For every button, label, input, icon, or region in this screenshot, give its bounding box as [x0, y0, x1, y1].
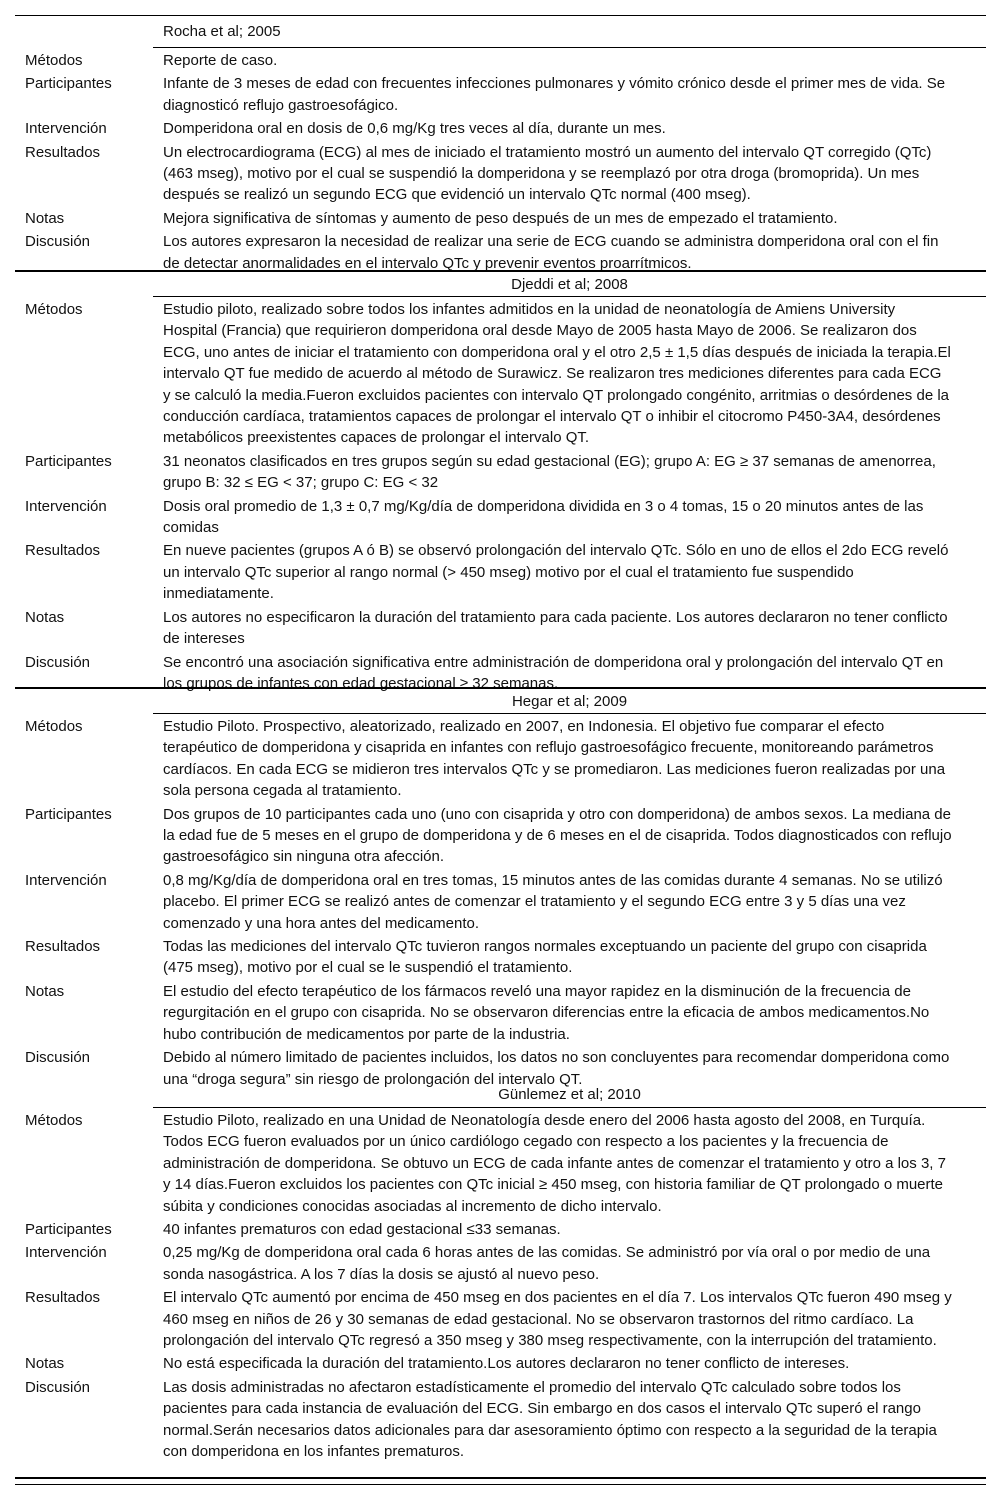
row-label: Notas [25, 982, 65, 1000]
row-text: Un electrocardiograma (ECG) al mes de iniciado el tratamiento mostró un aumento del intervalo QT corregido (QTc) (463 mseg), motivo por el cual se suspendió la domperidona y se reemplazó por otra droga (bromoprida). Un mes después se realizó un segundo ECG que evidenció un intervalo QTc normal (400 mseg). [163, 143, 932, 204]
row-label: Métodos [25, 301, 83, 318]
row-label: Intervención [25, 871, 107, 889]
table-row [15, 207, 986, 230]
table-row [15, 935, 986, 980]
row-text: Mejora significativa de síntomas y aumento de peso después de un mes de empezado el tratamiento. [163, 209, 838, 227]
row-label: Métodos [25, 718, 83, 735]
table-row [15, 606, 986, 651]
study-gunlemez-rows [15, 1109, 986, 1464]
row-text: Dosis oral promedio de 1,3 ± 0,7 mg/Kg/día de domperidona dividida en 3 o 4 tomas, 15 o 20 minutos antes de las comidas [163, 497, 924, 537]
row-text: Se encontró una asociación significativa entre administración de domperidona oral y prolongación del intervalo QT en los grupos de infantes con edad gestacional ≥ 32 semanas. [163, 653, 944, 692]
table-bottom-rule [15, 1477, 986, 1479]
row-text: Domperidona oral en dosis de 0,6 mg/Kg tres veces al día, durante un mes. [163, 120, 666, 138]
table-row [15, 803, 986, 869]
row-label: Participantes [25, 452, 112, 470]
row-text: 0,8 mg/Kg/día de domperidona oral en tres tomas, 15 minutos antes de las comidas durante 4 semanas. No se utilizó placebo. El primer ECG se realizó antes de comenzar el tratamiento y el segundo ECG entre 3 y 5 días una vez comenzado y una hora antes del medicamento. [163, 871, 943, 932]
table-row [15, 980, 986, 1046]
study-hegar [15, 690, 986, 713]
study-title-underline [153, 296, 986, 297]
row-label: Participantes [25, 75, 112, 93]
table-row [15, 1286, 986, 1352]
row-label: Discusión [25, 233, 91, 251]
study-title: Hegar et al; 2009 [511, 693, 628, 710]
table-row [15, 450, 986, 495]
table-row [15, 1352, 986, 1375]
table-row [15, 869, 986, 935]
row-label: Intervención [25, 120, 107, 138]
study-rocha [15, 20, 986, 43]
row-label: Discusión [25, 1378, 91, 1396]
table-row [15, 141, 986, 207]
study-title: Günlemez et al; 2010 [498, 1086, 641, 1103]
row-label: Resultados [25, 542, 101, 560]
study-djeddi-rows [15, 298, 986, 695]
row-text: 40 infantes prematuros con edad gestacional ≤33 semanas. [163, 1221, 561, 1239]
row-label: Métodos [25, 52, 83, 69]
table-row [15, 1109, 986, 1218]
study-djeddi [15, 273, 986, 296]
table-row [15, 539, 986, 605]
row-text: Estudio Piloto. Prospectivo, aleatorizado, realizado en 2007, en Indonesia. El objetivo fue comparar el efecto terapéutico de domperidona y cisaprida en infantes con reflujo gastroesofágico frecuente, monitoreando parámetros cardíacos. En cada ECG se midieron tres intervalos QTc y se promediaron. Las mediciones fueron realizadas por una sola persona cegada al tratamiento. [163, 718, 946, 800]
row-text: No está especificada la duración del tratamiento.Los autores declararon no tener conflicto de intereses. [163, 1355, 850, 1373]
table-row [15, 495, 986, 540]
table-row [15, 1376, 986, 1464]
study-title: Rocha et al; 2005 [163, 23, 281, 40]
study-gunlemez [15, 1083, 986, 1106]
row-label: Resultados [25, 1289, 101, 1307]
study-title-underline [153, 47, 986, 48]
row-text: Las dosis administradas no afectaron estadísticamente el promedio del intervalo QTc calculado sobre todos los pacientes para cada instancia de evaluación del ECG. Sin embargo en dos casos el intervalo QTc superó el rango normal.Serán necesarios datos adicionales para dar asesoramiento óptimo con respecto a la seguridad de la terapia con domperidona en los infantes prematuros. [163, 1378, 937, 1461]
table-row [15, 72, 986, 117]
row-text: Los autores expresaron la necesidad de realizar una serie de ECG cuando se administra domperidona oral con el fin de detectar anormalidades en el intervalo QTc y prevenir eventos proarrítmicos. [163, 233, 939, 272]
row-text: Debido al número limitado de pacientes incluidos, los datos no son concluyentes para recomendar domperidona como una “droga segura” sin riesgo de prolongación del intervalo QT. [163, 1049, 950, 1088]
study-rocha-rows [15, 49, 986, 275]
table-top-rule [15, 15, 986, 16]
row-label: Participantes [25, 1221, 112, 1239]
row-label: Resultados [25, 143, 101, 161]
row-text: 31 neonatos clasificados en tres grupos según su edad gestacional (EG); grupo A: EG ≥ 37 semanas de amenorrea, grupo B: 32 ≤ EG < 37; grupo C: EG < 32 [163, 452, 936, 492]
study-title-underline [153, 1107, 986, 1108]
table-row [15, 298, 986, 450]
row-text: Estudio Piloto, realizado en una Unidad de Neonatología desde enero del 2006 hasta agosto del 2008, en Turquía. Todos ECG fueron evaluados por un único cardiólogo cegado con respecto a los pacientes y la frecuencia de administración de domperidona. Se obtuvo un ECG de cada infante antes de comenzar el tratamiento y otro a los 3, 7 y 14 días.Fueron excluidos los pacientes con QTc inicial ≥ 450 mseg, con historia familiar de QT prolongado o muerte súbita y condiciones conocidas asociadas al incremento de dicho intervalo. [163, 1112, 946, 1215]
row-text: 0,25 mg/Kg de domperidona oral cada 6 horas antes de las comidas. Se administró por vía oral o por medio de una sonda nasogástrica. A los 7 días la dosis se ajustó al nuevo peso. [163, 1244, 931, 1283]
row-text: Infante de 3 meses de edad con frecuentes infecciones pulmonares y vómito crónico desde el primer mes de vida. Se diagnosticó reflujo gastroesofágico. [163, 75, 946, 114]
table-row [15, 1218, 986, 1241]
table-row [15, 715, 986, 803]
row-text: Los autores no especificaron la duración del tratamiento para cada paciente. Los autores declararon no tener conflicto de intereses [163, 608, 948, 648]
row-text: El estudio del efecto terapéutico de los fármacos reveló una mayor rapidez en la disminución de la frecuencia de regurgitación en el grupo con cisaprida. No se observaron diferencias entre la eficacia de ambos medicamentos.No hubo contribución de medicamentos por parte de la industria. [163, 982, 930, 1043]
row-label: Notas [25, 1355, 65, 1373]
study-separator [15, 270, 986, 272]
study-separator [15, 687, 986, 689]
row-label: Discusión [25, 1049, 91, 1067]
study-hegar-rows [15, 715, 986, 1091]
row-label: Notas [25, 209, 65, 227]
table-row [15, 117, 986, 140]
row-text: Dos grupos de 10 participantes cada uno (uno con cisaprida y otro con domperidona) de ambos sexos. La mediana de la edad fue de 5 meses en el grupo de domperidona y de 6 meses en el de cisaprida. Todos diagnosticados con reflujo gastroesofágico sin ninguna otra afección. [163, 805, 952, 866]
table-row [15, 49, 986, 72]
row-label: Discusión [25, 653, 91, 671]
row-label: Notas [25, 608, 65, 626]
row-label: Participantes [25, 805, 112, 823]
table-bottom-rule-2 [15, 1484, 986, 1485]
row-text: Reporte de caso. [163, 52, 278, 69]
row-label: Métodos [25, 1112, 83, 1129]
study-title-underline [153, 713, 986, 714]
table-row [15, 230, 986, 275]
study-title: Djeddi et al; 2008 [511, 276, 628, 293]
row-label: Intervención [25, 497, 107, 515]
row-text: En nueve pacientes (grupos A ó B) se observó prolongación del intervalo QTc. Sólo en uno de ellos el 2do ECG reveló un intervalo QTc superior al rango normal (> 450 mseg) motivo por el cual el tratamiento fue suspendido inmediatamente. [163, 542, 949, 603]
row-label: Resultados [25, 938, 101, 956]
row-text: Estudio piloto, realizado sobre todos los infantes admitidos en la unidad de neonatología de Amiens University Hospital (Francia) que requirieron domperidona oral desde Mayo de 2005 hasta Mayo de 2006. Se realizaron dos ECG, uno antes de iniciar el tratamiento con domperidona oral y el otro 2,5 ± 1,5 días después de iniciada la terapia.El intervalo QT fue medido de acuerdo al método de Surawicz. Se realizaron tres mediciones diferentes para cada ECG y se calculó la media.Fueron excluidos pacientes con intervalo QT prolongado congénito, arritmias o desórdenes de la conducción cardíaca, tratamientos capaces de prolongar el intervalo QT o inhibir el citocromo P450-3A4, desórdenes metabólicos preexistentes capaces de prolongar el intervalo QT. [163, 301, 951, 447]
table-row [15, 1241, 986, 1286]
row-label: Intervención [25, 1244, 107, 1262]
row-text: El intervalo QTc aumentó por encima de 450 mseg en dos pacientes en el día 7. Los intervalos QTc fueron 490 mseg y 460 mseg en niños de 26 y 30 semanas de edad gestacional. No se observaron trastornos del ritmo cardíaco. La prolongación del intervalo QTc regresó a 350 mseg y 380 mseg respectivamente, con la interrupción del tratamiento. [163, 1289, 952, 1350]
row-text: Todas las mediciones del intervalo QTc tuvieron rangos normales exceptuando un paciente del grupo con cisaprida (475 mseg), motivo por el cual se le suspendió el tratamiento. [163, 938, 927, 977]
